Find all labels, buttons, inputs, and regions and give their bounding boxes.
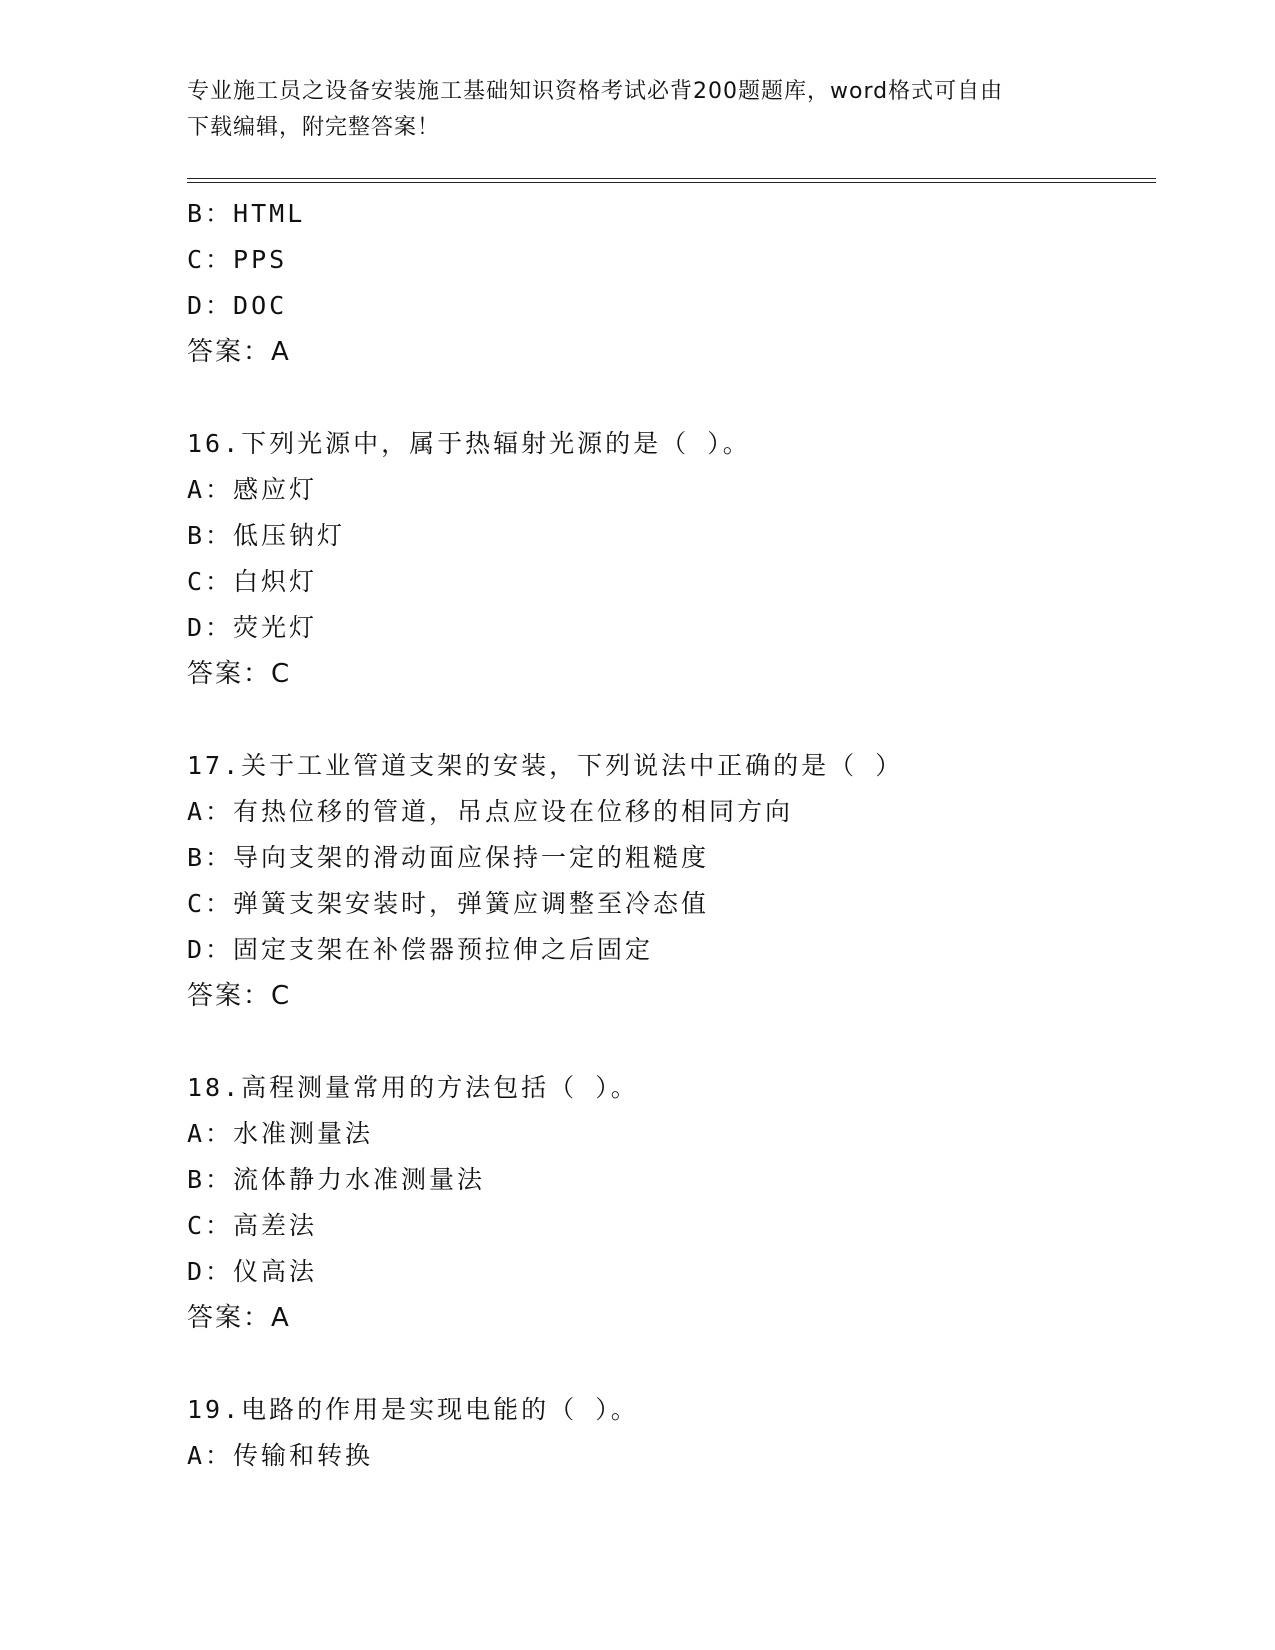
question-stem: 17.关于工业管道支架的安装，下列说法中正确的是（ ） <box>187 751 904 780</box>
question-stem: 18.高程测量常用的方法包括（ ）。 <box>187 1073 639 1102</box>
answer: 答案：C <box>187 981 292 1011</box>
question-list <box>187 191 1156 1479</box>
answer: 答案：A <box>187 337 291 367</box>
question-17 <box>187 743 1156 1019</box>
spacer <box>187 1019 1156 1065</box>
question-stem: 16.下列光源中，属于热辐射光源的是（ ）。 <box>187 429 751 458</box>
answer: 答案：C <box>187 659 292 689</box>
header-line-1: 专业施工员之设备安装施工基础知识资格考试必背200题题库，word格式可自由 <box>187 79 1004 104</box>
option-c: C：PPS <box>187 245 288 274</box>
option-b: B：低压钠灯 <box>187 521 346 550</box>
option-a: A：感应灯 <box>187 475 318 504</box>
option-d: D：DOC <box>187 291 288 320</box>
spacer <box>187 375 1156 421</box>
question-stem: 19.电路的作用是实现电能的（ ）。 <box>187 1395 639 1424</box>
option-d: D：固定支架在补偿器预拉伸之后固定 <box>187 935 654 964</box>
question-16 <box>187 421 1156 697</box>
option-b: B：导向支架的滑动面应保持一定的粗糙度 <box>187 843 710 872</box>
option-d: D：仪高法 <box>187 1257 318 1286</box>
question-18 <box>187 1065 1156 1341</box>
option-a: A：传输和转换 <box>187 1441 374 1470</box>
spacer <box>187 697 1156 743</box>
question-19 <box>187 1387 1156 1479</box>
header-divider-top <box>187 178 1156 179</box>
header-line-2: 下载编辑，附完整答案！ <box>187 115 441 140</box>
option-a: A：水准测量法 <box>187 1119 374 1148</box>
option-b: B：流体静力水准测量法 <box>187 1165 486 1194</box>
option-a: A：有热位移的管道，吊点应设在位移的相同方向 <box>187 797 794 826</box>
option-b: B：HTML <box>187 199 306 228</box>
option-c: C：白炽灯 <box>187 567 318 596</box>
option-c: C：弹簧支架安装时，弹簧应调整至冷态值 <box>187 889 710 918</box>
header-divider-bottom <box>187 182 1156 183</box>
document-header <box>187 74 1067 146</box>
option-c: C：高差法 <box>187 1211 318 1240</box>
answer: 答案：A <box>187 1303 291 1333</box>
option-d: D：荧光灯 <box>187 613 318 642</box>
spacer <box>187 1341 1156 1387</box>
question-15 <box>187 191 1156 375</box>
